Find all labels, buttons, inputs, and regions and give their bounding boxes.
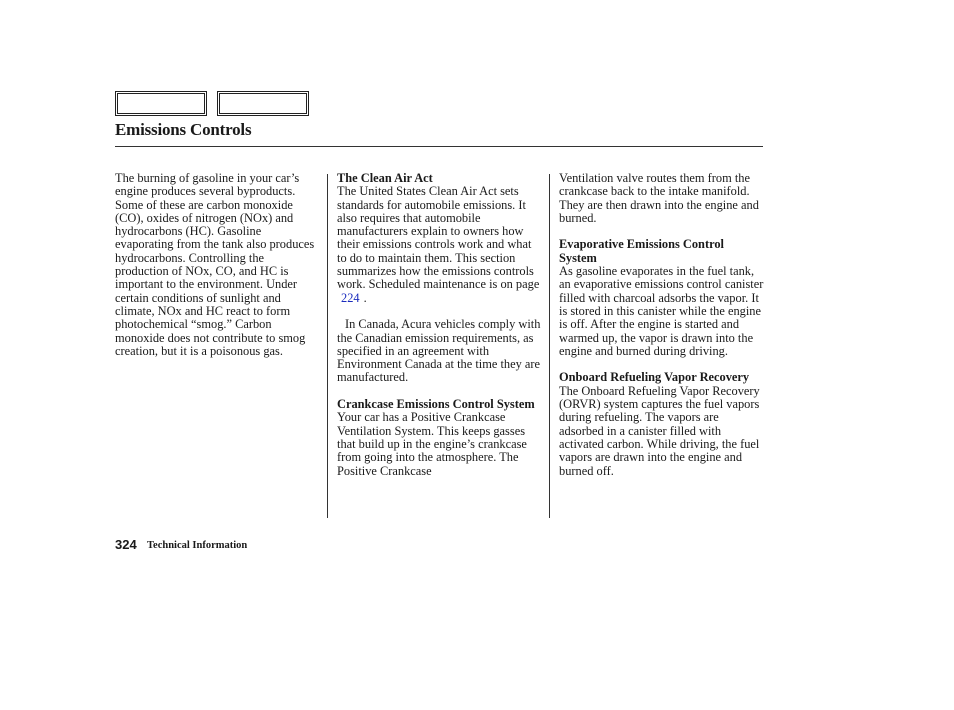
page-reference-link[interactable]: 224 — [341, 290, 360, 305]
page-number: 324 — [115, 537, 137, 552]
column-right — [559, 172, 764, 478]
intro-paragraph: The burning of gasoline in your car’s engine produces several byproducts. Some of these are carbon monoxide (CO), oxides of nitrogen (NOx) and hydrocarbons (HC). Gasoline evaporating from the tank also produces hydrocarbons. Controlling the production of NOx, CO, and HC is important to the environment. Under certain conditions of sunlight and climate, NOx and HC react to form photochemical “smog.” Carbon monoxide does not contribute to smog creation, but it is a poisonous gas. — [115, 171, 315, 358]
column-divider-1 — [327, 174, 328, 518]
canada-paragraph: In Canada, Acura vehicles comply with the Canadian emission requirements, as specified in an agreement with Environment Canada at the time they are manufactured. — [337, 317, 541, 385]
crankcase-continued-paragraph: Ventilation valve routes them from the crankcase back to the intake manifold. They are then drawn into the engine and burned. — [559, 171, 759, 225]
section-name: Technical Information — [147, 540, 248, 551]
clean-air-act-text: The United States Clean Air Act sets standards for automobile emissions. It also requires that automobile manufacturers explain to owners how their emissions controls work and what to do to maintain them. This section summarizes how the emissions controls work. Scheduled maintenance is on page — [337, 184, 540, 292]
page-reference-suffix: . — [363, 290, 367, 305]
nav-button-previous[interactable] — [115, 91, 207, 116]
crankcase-paragraph: Your car has a Positive Crankcase Ventilation System. This keeps gasses that build up in the engine’s crankcase from going into the atmosphere. The Positive Crankcase — [337, 410, 527, 478]
column-middle — [337, 172, 542, 478]
title-divider — [115, 146, 763, 147]
crankcase-heading: Crankcase Emissions Control System — [337, 397, 535, 412]
clean-air-act-heading: The Clean Air Act — [337, 171, 433, 185]
column-divider-2 — [549, 174, 550, 518]
evaporative-paragraph: As gasoline evaporates in the fuel tank, an evaporative emissions control canister filled with charcoal adsorbs the vapor. It is stored in this canister while the engine is off. After the engine is started and warmed up, the vapor is drawn into the engine and burned during driving. — [559, 264, 764, 358]
nav-button-next[interactable] — [217, 91, 309, 116]
orvr-paragraph: The Onboard Refueling Vapor Recovery (ORVR) system captures the fuel vapors during refueling. The vapors are adsorbed in a canister filled with activated carbon. While driving, the fuel vapors are drawn into the engine and burned off. — [559, 383, 760, 478]
column-left — [115, 172, 320, 358]
orvr-heading: Onboard Refueling Vapor Recovery — [559, 370, 750, 385]
evaporative-heading: Evaporative Emissions Control System — [559, 237, 724, 265]
page-title: Emissions Controls — [115, 120, 252, 139]
clean-air-act-paragraph — [337, 185, 542, 305]
